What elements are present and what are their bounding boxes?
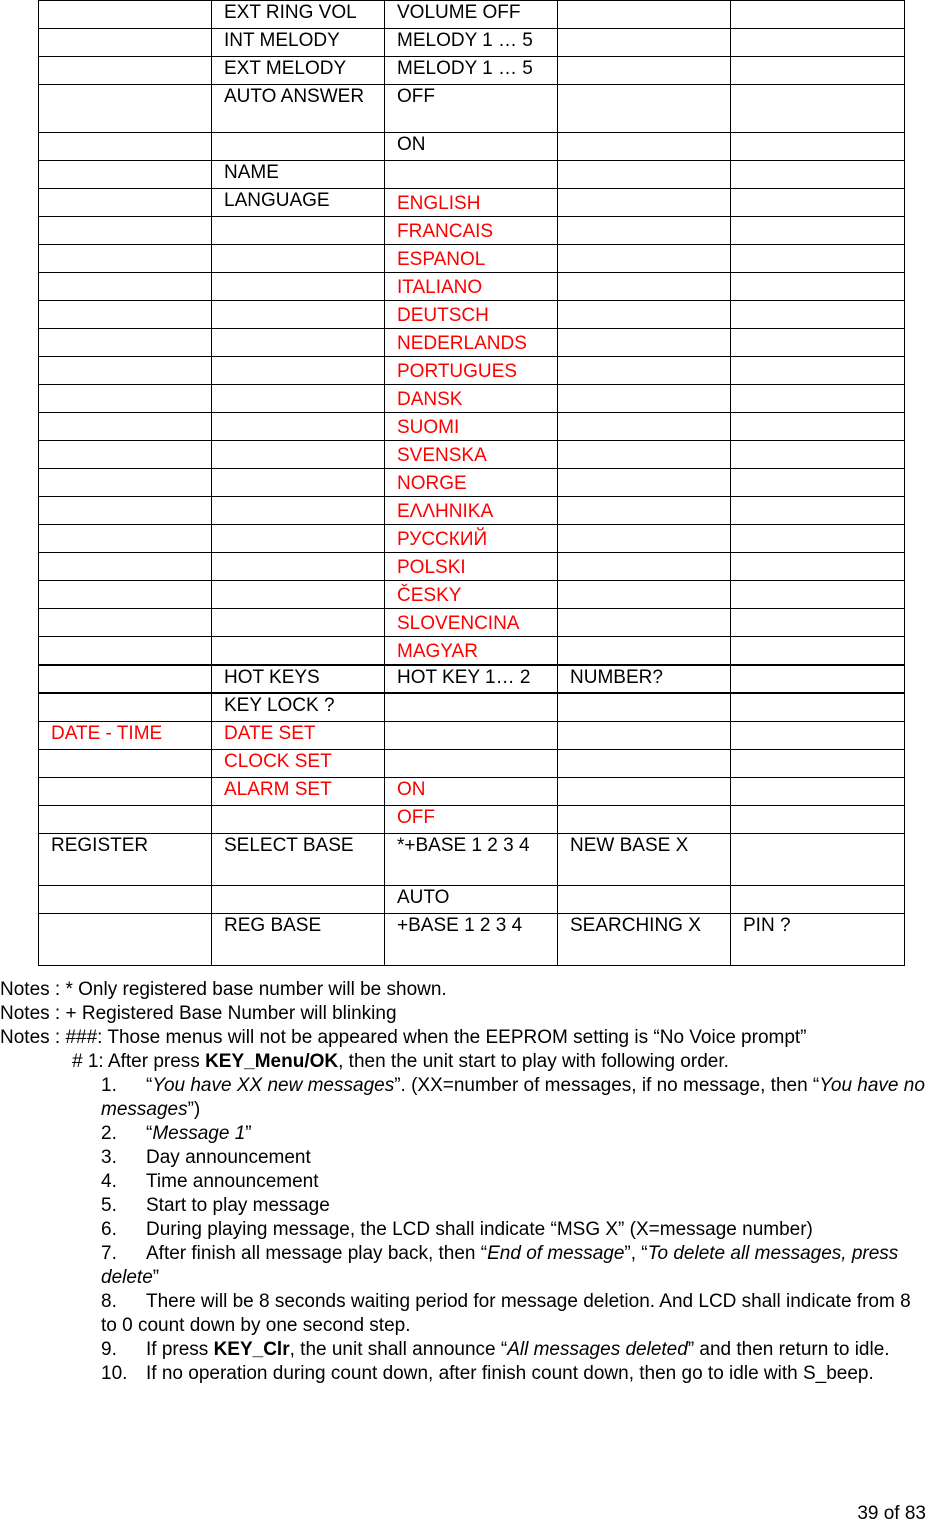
table-cell: РУССКИЙ — [385, 525, 558, 553]
table-row — [39, 553, 905, 581]
table-row — [39, 749, 905, 777]
table-row — [39, 329, 905, 357]
note-registered-base: Notes : * Only registered base number will be shown. — [0, 979, 447, 1000]
table-cell: POLSKI — [385, 553, 558, 581]
table-cell — [212, 637, 385, 666]
table-cell: MAGYAR — [385, 637, 558, 666]
table-row — [39, 777, 905, 805]
table-cell: HOT KEY 1… 2 — [385, 665, 558, 693]
table-cell — [39, 665, 212, 693]
table-cell: REGISTER — [39, 833, 212, 885]
table-cell — [39, 525, 212, 553]
table-cell: ČESKY — [385, 581, 558, 609]
menu-table-body — [39, 1, 905, 966]
table-cell — [731, 497, 905, 525]
table-cell — [212, 329, 385, 357]
table-cell — [558, 357, 731, 385]
table-cell: KEY LOCK ? — [212, 693, 385, 721]
table-cell: SVENSKA — [385, 441, 558, 469]
table-cell: +BASE 1 2 3 4 — [385, 913, 558, 965]
table-row — [39, 693, 905, 721]
table-cell — [731, 777, 905, 805]
table-cell — [212, 413, 385, 441]
table-cell — [39, 189, 212, 217]
table-cell — [39, 637, 212, 666]
table-cell — [731, 245, 905, 273]
step-3: 3. Day announcement — [101, 1147, 311, 1168]
table-row — [39, 385, 905, 413]
table-cell — [39, 413, 212, 441]
table-row — [39, 273, 905, 301]
table-cell — [212, 497, 385, 525]
table-cell: CLOCK SET — [212, 749, 385, 777]
table-row — [39, 133, 905, 161]
table-row — [39, 57, 905, 85]
table-cell — [731, 413, 905, 441]
table-cell — [731, 133, 905, 161]
table-cell: EXT RING VOL — [212, 1, 385, 29]
table-cell — [731, 161, 905, 189]
table-row — [39, 609, 905, 637]
table-cell — [39, 805, 212, 833]
table-cell: NEDERLANDS — [385, 329, 558, 357]
table-cell — [731, 833, 905, 885]
table-cell: REG BASE — [212, 913, 385, 965]
playback-steps-list — [0, 1074, 926, 1386]
table-cell — [558, 581, 731, 609]
table-row — [39, 637, 905, 666]
table-cell — [558, 637, 731, 666]
table-cell — [39, 161, 212, 189]
table-cell: EXT MELODY — [212, 57, 385, 85]
table-cell: SUOMI — [385, 413, 558, 441]
table-cell: NEW BASE X — [558, 833, 731, 885]
table-cell — [731, 29, 905, 57]
table-cell: LANGUAGE — [212, 189, 385, 217]
table-cell: ALARM SET — [212, 777, 385, 805]
table-cell — [558, 413, 731, 441]
table-cell — [731, 721, 905, 749]
table-cell — [212, 441, 385, 469]
table-cell — [558, 133, 731, 161]
table-cell — [731, 441, 905, 469]
table-cell: NORGE — [385, 469, 558, 497]
table-cell — [558, 1, 731, 29]
table-cell — [39, 57, 212, 85]
table-cell — [558, 749, 731, 777]
table-cell: FRANCAIS — [385, 217, 558, 245]
table-row — [39, 357, 905, 385]
note-key-menu-order: # 1: After press KEY_Menu/OK, then the unit start to play with following order. — [72, 1051, 729, 1072]
table-cell — [39, 29, 212, 57]
table-cell — [558, 29, 731, 57]
table-cell — [731, 581, 905, 609]
table-cell — [731, 693, 905, 721]
table-cell — [731, 885, 905, 913]
table-cell — [558, 301, 731, 329]
table-cell: OFF — [385, 85, 558, 133]
table-cell: DATE SET — [212, 721, 385, 749]
table-cell — [558, 189, 731, 217]
table-cell — [731, 805, 905, 833]
step-10: 10. If no operation during count down, after finish count down, then go to idle with S_beep. — [101, 1363, 874, 1384]
table-row — [39, 805, 905, 833]
table-cell — [212, 385, 385, 413]
table-cell — [39, 609, 212, 637]
table-cell — [731, 749, 905, 777]
table-cell — [731, 57, 905, 85]
step-2: 2. “Message 1” — [101, 1123, 252, 1144]
table-cell — [558, 85, 731, 133]
table-cell — [212, 133, 385, 161]
step-1: 1. “You have XX new messages”. (XX=number of messages, if no message, then “You have no messages”) — [101, 1075, 925, 1120]
table-row — [39, 85, 905, 133]
table-cell: DATE - TIME — [39, 721, 212, 749]
table-row — [39, 469, 905, 497]
step-4: 4. Time announcement — [101, 1171, 319, 1192]
table-cell — [731, 637, 905, 666]
table-cell — [39, 885, 212, 913]
table-cell — [39, 497, 212, 525]
table-row — [39, 497, 905, 525]
table-row — [39, 913, 905, 965]
table-cell: HOT KEYS — [212, 665, 385, 693]
table-row — [39, 29, 905, 57]
table-cell — [212, 609, 385, 637]
table-cell — [212, 273, 385, 301]
note-blinking-base: Notes : + Registered Base Number will blinking — [0, 1003, 397, 1024]
table-cell: NAME — [212, 161, 385, 189]
table-cell — [731, 525, 905, 553]
table-cell: DANSK — [385, 385, 558, 413]
table-cell — [39, 749, 212, 777]
table-cell — [39, 441, 212, 469]
table-cell — [558, 693, 731, 721]
table-cell — [558, 217, 731, 245]
table-row — [39, 301, 905, 329]
step-7: 7. After finish all message play back, then “End of message”, “To delete all messages, press delete” — [101, 1243, 899, 1288]
table-cell: NUMBER? — [558, 665, 731, 693]
table-row — [39, 1, 905, 29]
table-cell — [731, 85, 905, 133]
table-row — [39, 245, 905, 273]
table-cell — [212, 217, 385, 245]
table-row — [39, 413, 905, 441]
table-cell — [731, 217, 905, 245]
note-eeprom-menus: Notes : ###: Those menus will not be appeared when the EEPROM setting is “No Voice prompt” — [0, 1027, 807, 1048]
table-cell: MELODY 1 … 5 — [385, 29, 558, 57]
table-cell: AUTO — [385, 885, 558, 913]
table-cell: ENGLISH — [385, 189, 558, 217]
table-row — [39, 441, 905, 469]
table-cell — [558, 329, 731, 357]
table-cell — [558, 469, 731, 497]
table-cell: PIN ? — [731, 913, 905, 965]
table-cell — [558, 553, 731, 581]
table-cell — [39, 245, 212, 273]
table-cell — [212, 581, 385, 609]
table-cell — [39, 85, 212, 133]
table-cell — [39, 693, 212, 721]
table-cell — [731, 189, 905, 217]
table-cell — [731, 469, 905, 497]
table-cell — [39, 553, 212, 581]
table-cell: SEARCHING X — [558, 913, 731, 965]
table-cell — [39, 777, 212, 805]
step-8: 8. There will be 8 seconds waiting period for message deletion. And LCD shall indicate from 8 to 0 count down by one second step. — [101, 1291, 911, 1336]
table-cell — [731, 301, 905, 329]
table-cell — [212, 357, 385, 385]
table-cell — [558, 385, 731, 413]
table-cell — [731, 329, 905, 357]
table-cell — [558, 525, 731, 553]
table-cell — [212, 805, 385, 833]
table-cell — [731, 665, 905, 693]
menu-table — [38, 0, 905, 966]
table-cell — [212, 301, 385, 329]
table-cell: *+BASE 1 2 3 4 — [385, 833, 558, 885]
table-row — [39, 217, 905, 245]
table-cell: ON — [385, 133, 558, 161]
table-cell — [39, 581, 212, 609]
table-cell — [558, 57, 731, 85]
table-cell — [731, 357, 905, 385]
table-cell — [212, 469, 385, 497]
table-cell: SLOVENCINA — [385, 609, 558, 637]
table-row — [39, 721, 905, 749]
table-cell — [212, 885, 385, 913]
table-cell — [558, 245, 731, 273]
table-cell: ΕΛΛΗΝΙΚΑ — [385, 497, 558, 525]
table-cell: ESPANOL — [385, 245, 558, 273]
table-cell — [39, 1, 212, 29]
table-cell — [558, 441, 731, 469]
table-cell — [39, 357, 212, 385]
table-cell — [39, 913, 212, 965]
table-cell: DEUTSCH — [385, 301, 558, 329]
table-cell — [385, 749, 558, 777]
table-cell — [558, 777, 731, 805]
table-cell — [212, 245, 385, 273]
table-row — [39, 665, 905, 693]
table-cell: SELECT BASE — [212, 833, 385, 885]
key-menu-ok: KEY_Menu/OK — [205, 1051, 339, 1072]
table-cell — [385, 161, 558, 189]
table-cell — [731, 385, 905, 413]
table-cell: VOLUME OFF — [385, 1, 558, 29]
step-6: 6. During playing message, the LCD shall indicate “MSG X” (X=message number) — [101, 1219, 813, 1240]
table-cell: AUTO ANSWER — [212, 85, 385, 133]
table-cell — [558, 161, 731, 189]
table-cell — [212, 553, 385, 581]
table-cell — [731, 609, 905, 637]
table-cell — [385, 693, 558, 721]
table-cell — [39, 273, 212, 301]
table-row — [39, 581, 905, 609]
table-cell — [558, 721, 731, 749]
table-cell: PORTUGUES — [385, 357, 558, 385]
table-cell — [558, 885, 731, 913]
table-cell — [39, 217, 212, 245]
table-cell: OFF — [385, 805, 558, 833]
table-cell — [558, 609, 731, 637]
table-cell — [385, 721, 558, 749]
step-5: 5. Start to play message — [101, 1195, 330, 1216]
page-number: 39 of 83 — [857, 1503, 926, 1524]
table-cell: INT MELODY — [212, 29, 385, 57]
table-cell — [212, 525, 385, 553]
table-cell — [39, 301, 212, 329]
table-cell: ON — [385, 777, 558, 805]
table-row — [39, 161, 905, 189]
table-cell — [731, 273, 905, 301]
table-cell: MELODY 1 … 5 — [385, 57, 558, 85]
table-cell — [39, 385, 212, 413]
table-cell — [39, 469, 212, 497]
step-9: 9. If press KEY_Clr, the unit shall announce “All messages deleted” and then return to idle. — [101, 1339, 890, 1360]
table-cell — [731, 553, 905, 581]
table-cell — [558, 497, 731, 525]
table-cell — [731, 1, 905, 29]
table-cell — [39, 133, 212, 161]
table-cell — [558, 805, 731, 833]
table-row — [39, 189, 905, 217]
table-row — [39, 833, 905, 885]
notes-section — [0, 978, 942, 1386]
table-cell: ITALIANO — [385, 273, 558, 301]
table-cell — [39, 329, 212, 357]
table-row — [39, 525, 905, 553]
table-row — [39, 885, 905, 913]
table-cell — [558, 273, 731, 301]
